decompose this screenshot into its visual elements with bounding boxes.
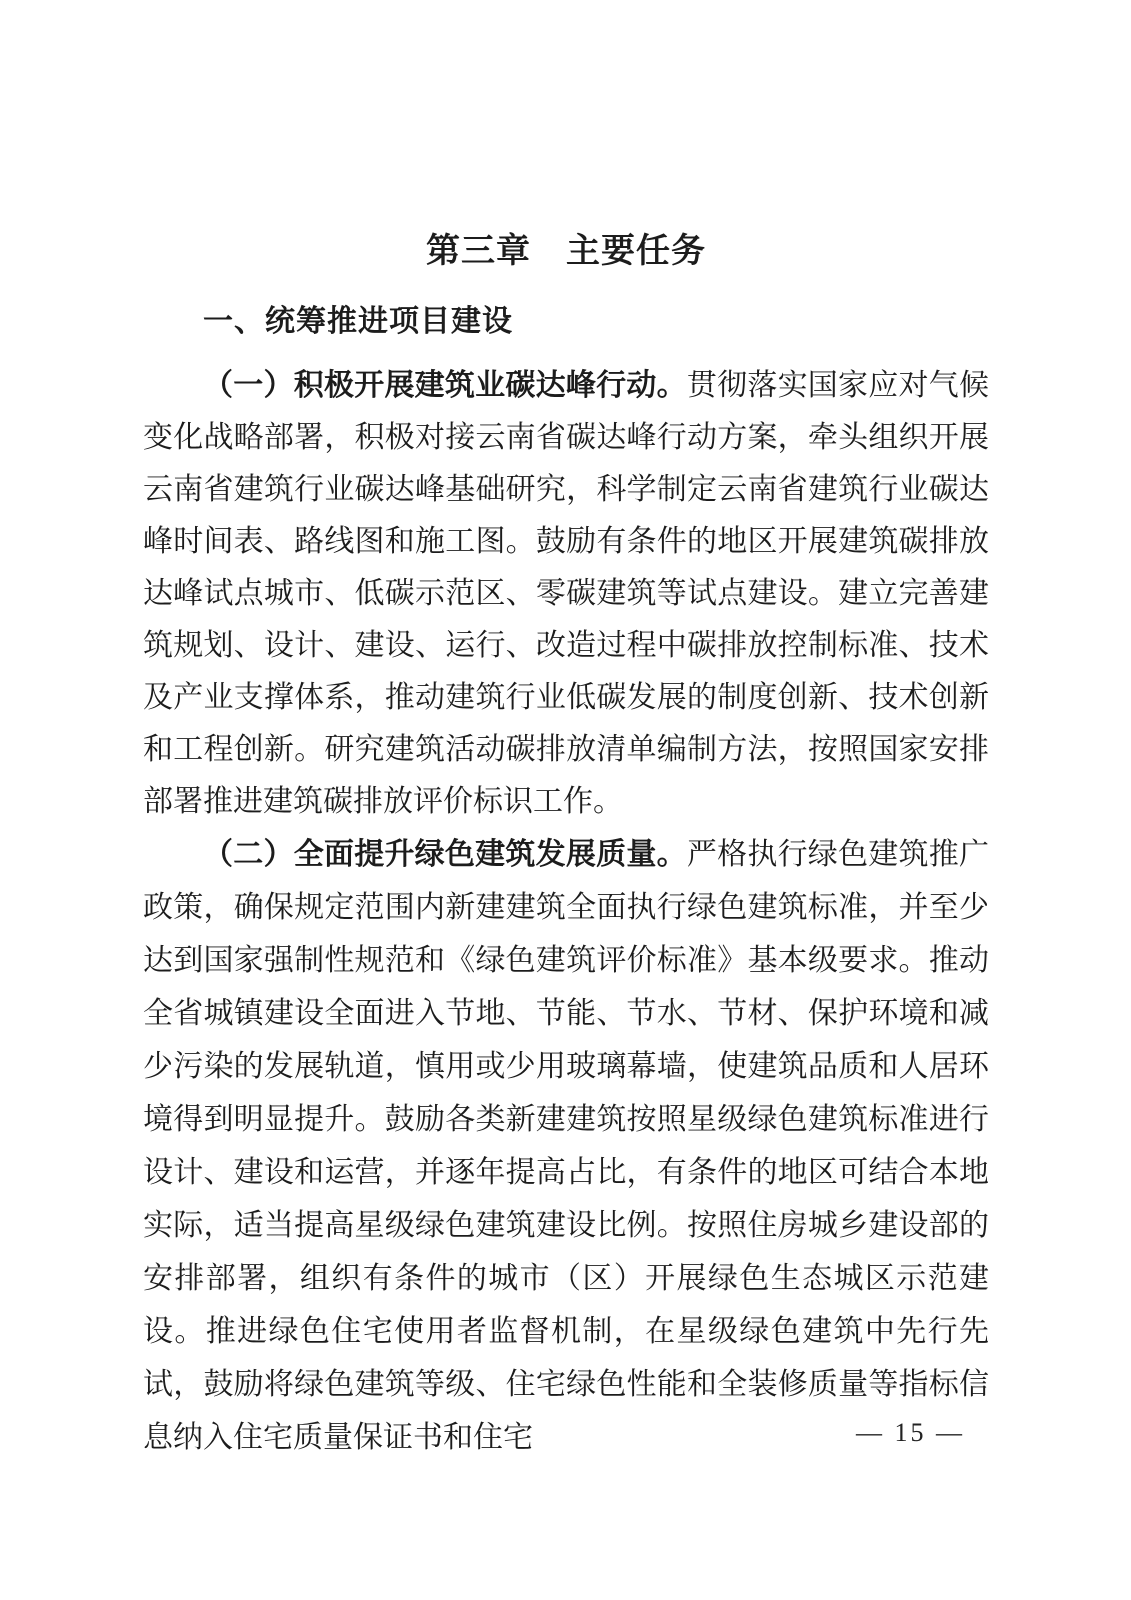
section-heading: 一、统筹推进项目建设	[203, 305, 513, 338]
paragraph-1-lead: （一）积极开展建筑业碳达峰行动。	[203, 369, 687, 402]
paragraph-1-body: 贯彻落实国家应对气候变化战略部署，积极对接云南省碳达峰行动方案，牵头组织开展云南省建筑行业碳达峰基础研究，科学制定云南省建筑行业碳达峰时间表、路线图和施工图。鼓励有条件的地区开展建筑碳排放达峰试点城市、低碳示范区、零碳建筑等试点建设。建立完善建筑规划、设计、建设、运行、改造过程中碳排放控制标准、技术及产业支撑体系，推动建筑行业低碳发展的制度创新、技术创新和工程创新。研究建筑活动碳排放清单编制方法，按照国家安排部署推进建筑碳排放评价标识工作。	[143, 369, 990, 818]
paragraph-1	[143, 360, 989, 828]
page-number: — 15 —	[856, 1418, 965, 1447]
paragraph-2-body: 严格执行绿色建筑推广政策，确保规定范围内新建建筑全面执行绿色建筑标准，并至少达到国家强制性规范和《绿色建筑评价标准》基本级要求。推动全省城镇建设全面进入节地、节能、节水、节材、保护环境和减少污染的发展轨道，慎用或少用玻璃幕墙，使建筑品质和人居环境得到明显提升。鼓励各类新建建筑按照星级绿色建筑标准进行设计、建设和运营，并逐年提高占比，有条件的地区可结合本地实际，适当提高星级绿色建筑建设比例。按照住房城乡建设部的安排部署，组织有条件的城市（区）开展绿色生态城区示范建设。推进绿色住宅使用者监督机制，在星级绿色建筑中先行先试，鼓励将绿色建筑等级、住宅绿色性能和全装修质量等指标信息纳入住宅质量保证书和住宅	[143, 838, 990, 1454]
chapter-title: 第三章 主要任务	[426, 233, 706, 270]
paragraph-2	[143, 828, 989, 1464]
paragraph-2-lead: （二）全面提升绿色建筑发展质量。	[203, 838, 687, 871]
